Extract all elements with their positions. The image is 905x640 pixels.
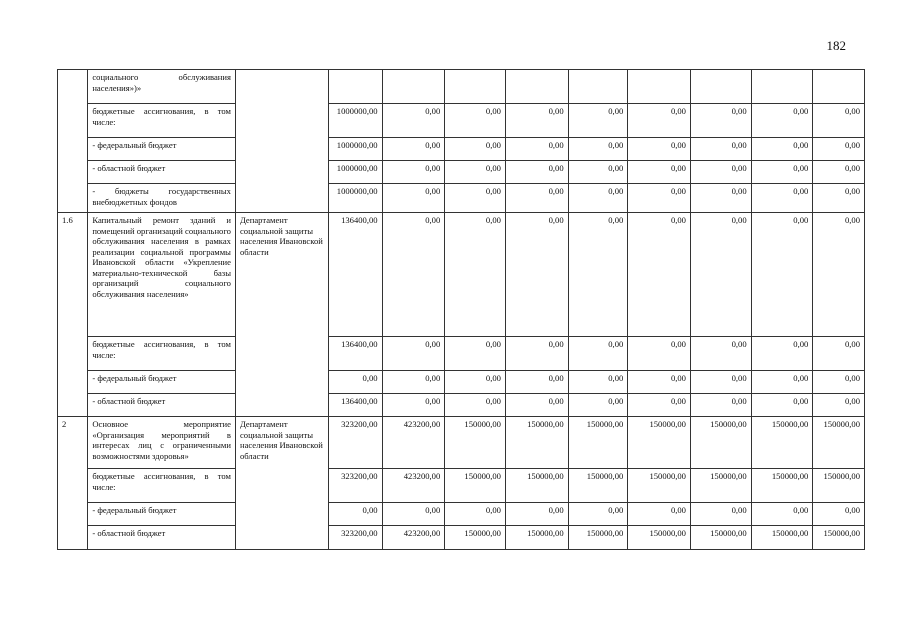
value-cell: 0,00 — [690, 138, 751, 161]
value-cell: 0,00 — [628, 337, 691, 371]
value-cell: 150000,00 — [751, 417, 813, 469]
value-cell — [445, 70, 506, 104]
value-cell: 0,00 — [329, 503, 383, 526]
value-cell: 136400,00 — [329, 337, 383, 371]
value-cell: 0,00 — [568, 161, 628, 184]
value-cell: 0,00 — [505, 394, 568, 417]
value-cell: 0,00 — [568, 394, 628, 417]
value-cell: 0,00 — [505, 184, 568, 213]
row-name-cell: - областной бюджет — [88, 394, 236, 417]
value-cell: 0,00 — [751, 184, 813, 213]
row-name-cell: - федеральный бюджет — [88, 503, 236, 526]
value-cell: 150000,00 — [445, 417, 506, 469]
executor-cell — [235, 70, 328, 213]
value-cell: 150000,00 — [568, 469, 628, 503]
value-cell: 0,00 — [690, 184, 751, 213]
value-cell: 150000,00 — [505, 526, 568, 550]
value-cell: 0,00 — [445, 184, 506, 213]
table-row — [58, 371, 865, 394]
table-row — [58, 70, 865, 104]
value-cell — [329, 70, 383, 104]
value-cell — [382, 70, 445, 104]
value-cell: 0,00 — [568, 371, 628, 394]
value-cell: 150000,00 — [628, 526, 691, 550]
value-cell: 423200,00 — [382, 417, 445, 469]
value-cell: 0,00 — [382, 394, 445, 417]
row-number-cell: 2 — [58, 417, 88, 550]
value-cell: 0,00 — [690, 213, 751, 337]
value-cell: 150000,00 — [690, 526, 751, 550]
value-cell: 0,00 — [445, 503, 506, 526]
table-row — [58, 469, 865, 503]
value-cell: 0,00 — [382, 213, 445, 337]
value-cell: 0,00 — [813, 138, 865, 161]
row-name-cell: - областной бюджет — [88, 161, 236, 184]
value-cell: 0,00 — [813, 337, 865, 371]
value-cell: 1000000,00 — [329, 104, 383, 138]
value-cell: 0,00 — [445, 213, 506, 337]
value-cell: 0,00 — [813, 371, 865, 394]
value-cell — [628, 70, 691, 104]
value-cell: 0,00 — [445, 104, 506, 138]
value-cell: 0,00 — [690, 161, 751, 184]
table-row — [58, 138, 865, 161]
value-cell: 0,00 — [568, 213, 628, 337]
value-cell: 0,00 — [382, 184, 445, 213]
value-cell: 0,00 — [568, 184, 628, 213]
value-cell: 0,00 — [382, 104, 445, 138]
value-cell: 0,00 — [751, 394, 813, 417]
value-cell: 0,00 — [445, 394, 506, 417]
value-cell: 0,00 — [813, 161, 865, 184]
value-cell: 0,00 — [751, 371, 813, 394]
value-cell: 0,00 — [445, 161, 506, 184]
value-cell: 0,00 — [628, 394, 691, 417]
value-cell: 0,00 — [505, 213, 568, 337]
value-cell: 423200,00 — [382, 469, 445, 503]
value-cell: 150000,00 — [751, 526, 813, 550]
value-cell: 0,00 — [813, 213, 865, 337]
value-cell: 323200,00 — [329, 526, 383, 550]
value-cell: 150000,00 — [505, 417, 568, 469]
row-name-cell: Основное мероприятие «Организация мероприятий в интересах лиц с ограниченными возможностями здоровья» — [88, 417, 236, 469]
value-cell: 0,00 — [751, 503, 813, 526]
value-cell: 0,00 — [382, 161, 445, 184]
value-cell: 0,00 — [628, 161, 691, 184]
value-cell: 0,00 — [751, 213, 813, 337]
value-cell: 0,00 — [690, 104, 751, 138]
value-cell: 0,00 — [690, 371, 751, 394]
value-cell: 0,00 — [505, 138, 568, 161]
value-cell: 0,00 — [751, 337, 813, 371]
value-cell: 0,00 — [751, 104, 813, 138]
value-cell — [813, 70, 865, 104]
value-cell: 150000,00 — [628, 469, 691, 503]
value-cell: 136400,00 — [329, 394, 383, 417]
value-cell: 0,00 — [382, 138, 445, 161]
value-cell: 150000,00 — [751, 469, 813, 503]
value-cell: 323200,00 — [329, 469, 383, 503]
value-cell: 0,00 — [690, 503, 751, 526]
table-row — [58, 104, 865, 138]
row-name-cell: бюджетные ассигнования, в том числе: — [88, 337, 236, 371]
value-cell: 0,00 — [445, 337, 506, 371]
value-cell: 0,00 — [628, 371, 691, 394]
value-cell: 150000,00 — [445, 469, 506, 503]
value-cell: 0,00 — [568, 104, 628, 138]
value-cell: 0,00 — [813, 184, 865, 213]
value-cell — [505, 70, 568, 104]
row-name-cell: бюджетные ассигнования, в том числе: — [88, 104, 236, 138]
value-cell: 423200,00 — [382, 526, 445, 550]
value-cell: 150000,00 — [505, 469, 568, 503]
value-cell — [568, 70, 628, 104]
row-name-cell: - бюджеты государственных внебюджетных фондов — [88, 184, 236, 213]
value-cell: 0,00 — [505, 161, 568, 184]
value-cell: 323200,00 — [329, 417, 383, 469]
value-cell: 0,00 — [813, 503, 865, 526]
value-cell: 0,00 — [568, 337, 628, 371]
row-number-cell: 1.6 — [58, 213, 88, 417]
value-cell: 150000,00 — [813, 417, 865, 469]
value-cell: 0,00 — [628, 138, 691, 161]
value-cell: 0,00 — [813, 104, 865, 138]
value-cell: 136400,00 — [329, 213, 383, 337]
table-row — [58, 417, 865, 469]
value-cell: 150000,00 — [568, 417, 628, 469]
budget-table — [57, 69, 865, 550]
value-cell — [751, 70, 813, 104]
value-cell: 0,00 — [813, 394, 865, 417]
row-name-cell: - федеральный бюджет — [88, 371, 236, 394]
value-cell: 0,00 — [751, 161, 813, 184]
value-cell: 150000,00 — [628, 417, 691, 469]
value-cell: 0,00 — [751, 138, 813, 161]
value-cell: 0,00 — [329, 371, 383, 394]
value-cell: 0,00 — [628, 104, 691, 138]
value-cell: 0,00 — [382, 503, 445, 526]
value-cell: 150000,00 — [813, 469, 865, 503]
value-cell: 0,00 — [505, 337, 568, 371]
value-cell — [690, 70, 751, 104]
value-cell: 0,00 — [568, 138, 628, 161]
value-cell: 1000000,00 — [329, 161, 383, 184]
value-cell: 0,00 — [628, 184, 691, 213]
value-cell: 0,00 — [690, 337, 751, 371]
value-cell: 150000,00 — [813, 526, 865, 550]
row-name-cell: Капитальный ремонт зданий и помещений организаций социального обслуживания населения в рамках реализации социальной программы Ивановской области «Укрепление материально-технической базы организаций социального обслуживания населения» — [88, 213, 236, 337]
row-name-cell: - федеральный бюджет — [88, 138, 236, 161]
value-cell: 0,00 — [628, 213, 691, 337]
value-cell: 0,00 — [445, 371, 506, 394]
value-cell: 0,00 — [505, 371, 568, 394]
value-cell: 150000,00 — [568, 526, 628, 550]
table-row — [58, 161, 865, 184]
table-row — [58, 184, 865, 213]
table-row — [58, 526, 865, 550]
value-cell: 0,00 — [505, 503, 568, 526]
table-row — [58, 337, 865, 371]
value-cell: 0,00 — [505, 104, 568, 138]
value-cell: 1000000,00 — [329, 138, 383, 161]
value-cell: 0,00 — [690, 394, 751, 417]
value-cell: 0,00 — [382, 371, 445, 394]
value-cell: 0,00 — [382, 337, 445, 371]
page-number: 182 — [826, 38, 846, 53]
table-row — [58, 213, 865, 337]
executor-cell: Департамент социальной защиты населения Ивановской области — [235, 213, 328, 417]
value-cell: 1000000,00 — [329, 184, 383, 213]
table-row — [58, 503, 865, 526]
value-cell: 150000,00 — [690, 469, 751, 503]
value-cell: 0,00 — [628, 503, 691, 526]
row-name-cell: - областной бюджет — [88, 526, 236, 550]
value-cell: 0,00 — [568, 503, 628, 526]
executor-cell: Департамент социальной защиты населения Ивановской области — [235, 417, 328, 550]
row-name-cell: бюджетные ассигнования, в том числе: — [88, 469, 236, 503]
row-number-cell — [58, 70, 88, 213]
value-cell: 0,00 — [445, 138, 506, 161]
row-name-cell: социального обслуживания населения»)» — [88, 70, 236, 104]
table-row — [58, 394, 865, 417]
value-cell: 150000,00 — [445, 526, 506, 550]
value-cell: 150000,00 — [690, 417, 751, 469]
